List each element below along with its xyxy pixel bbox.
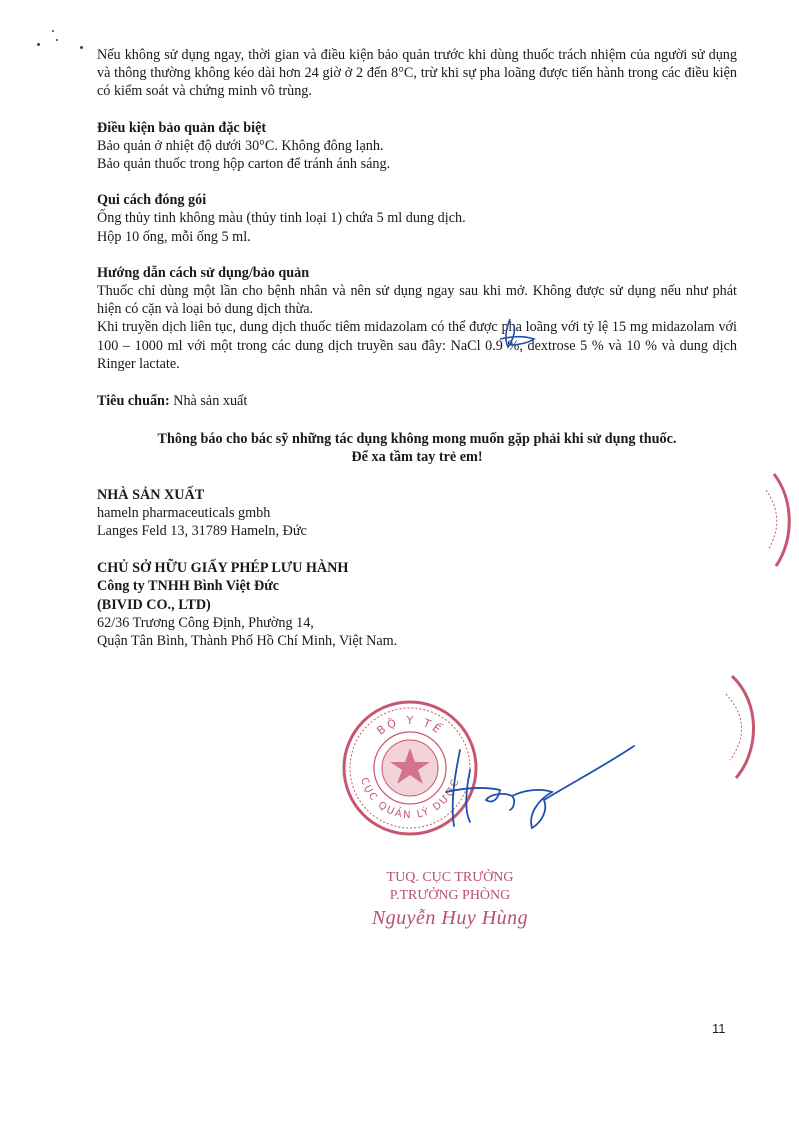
license-heading: CHỦ SỞ HỮU GIẤY PHÉP LƯU HÀNH (97, 560, 349, 577)
storage-section (97, 119, 737, 174)
packaging-line: Ống thủy tinh không màu (thủy tinh loại 1) chứa 5 ml dung dịch. (97, 210, 466, 227)
edge-stamp (758, 470, 799, 570)
signature-subtitle: P.TRƯỞNG PHÒNG (389, 888, 511, 903)
manufacturer-address: Langes Feld 13, 31789 Hameln, Đức (97, 523, 307, 540)
signature-block (330, 869, 570, 927)
scan-speck (56, 39, 58, 41)
edge-stamp (720, 672, 799, 782)
scan-speck (80, 46, 83, 49)
license-holder-section (97, 559, 737, 650)
license-short-name: (BIVID CO., LTD) (97, 596, 211, 613)
initials-mark (488, 315, 548, 357)
scan-speck (37, 43, 40, 46)
manufacturer-section (97, 486, 737, 541)
storage-line: Bảo quản thuốc trong hộp carton để tránh ánh sáng. (97, 156, 391, 173)
packaging-section (97, 191, 737, 246)
stamp-top-text: BỘ Y TẾ (374, 713, 446, 738)
notice-block (97, 430, 737, 466)
usage-section (97, 264, 737, 373)
intro-paragraph: Nếu không sử dụng ngay, thời gian và điều kiện bảo quản trước khi dùng thuốc trách nhiệm của người sử dụng và thông thường không kéo dài hơn 24 giờ ở 2 đến 8°C, trừ khi sự pha loãng được tiến hành trong các điều kiện có kiểm soát và chứng minh vô trùng. (97, 47, 737, 100)
page-number: 11 (712, 1021, 726, 1036)
packaging-heading: Qui cách đóng gói (97, 192, 207, 209)
license-company: Công ty TNHH Bình Việt Đức (97, 578, 280, 595)
scan-speck (52, 30, 54, 32)
license-address: Quận Tân Bình, Thành Phố Hồ Chí Minh, Việt Nam. (97, 633, 398, 650)
notice-line: Thông báo cho bác sỹ những tác dụng không mong muốn gặp phải khi sử dụng thuốc. (157, 431, 677, 448)
signature-name: Nguyễn Huy Hùng (371, 907, 529, 929)
usage-paragraph: Thuốc chỉ dùng một lần cho bệnh nhân và nên sử dụng ngay sau khi mở. Không được sử dụng nếu như phát hiện có cặn và loại bỏ dung dịch thừa. (97, 283, 737, 318)
handwritten-signature (420, 730, 640, 840)
usage-paragraph: Khi truyền dịch liên tục, dung dịch thuốc tiêm midazolam có thể được pha loãng với tỷ lệ 15 mg midazolam với 100 – 1000 ml với một trong các dung dịch truyền sau đây: NaCl 0.9 %, dextrose 5 % và 10 % và dung dịch Ringer lactate. (97, 319, 737, 372)
standard-label: Tiêu chuẩn: (97, 393, 170, 410)
signature-title: TUQ. CỤC TRƯỞNG (386, 870, 514, 885)
usage-heading: Hướng dẫn cách sử dụng/bảo quản (97, 264, 310, 281)
packaging-line: Hộp 10 ống, mỗi ống 5 ml. (97, 228, 251, 245)
manufacturer-name: hameln pharmaceuticals gmbh (97, 504, 271, 521)
license-address: 62/36 Trương Công Định, Phường 14, (97, 614, 314, 631)
manufacturer-heading: NHÀ SẢN XUẤT (97, 486, 205, 503)
storage-line: Bảo quản ở nhiệt độ dưới 30°C. Không đông lạnh. (97, 137, 384, 154)
notice-line: Để xa tầm tay trẻ em! (351, 449, 483, 466)
stamp-bottom-text: CỤC QUẢN LÝ DƯỢC (358, 776, 462, 822)
storage-heading: Điều kiện bảo quản đặc biệt (97, 119, 267, 136)
document-body (97, 46, 737, 650)
standard-value: Nhà sản xuất (173, 393, 248, 410)
standard-line (97, 392, 737, 410)
